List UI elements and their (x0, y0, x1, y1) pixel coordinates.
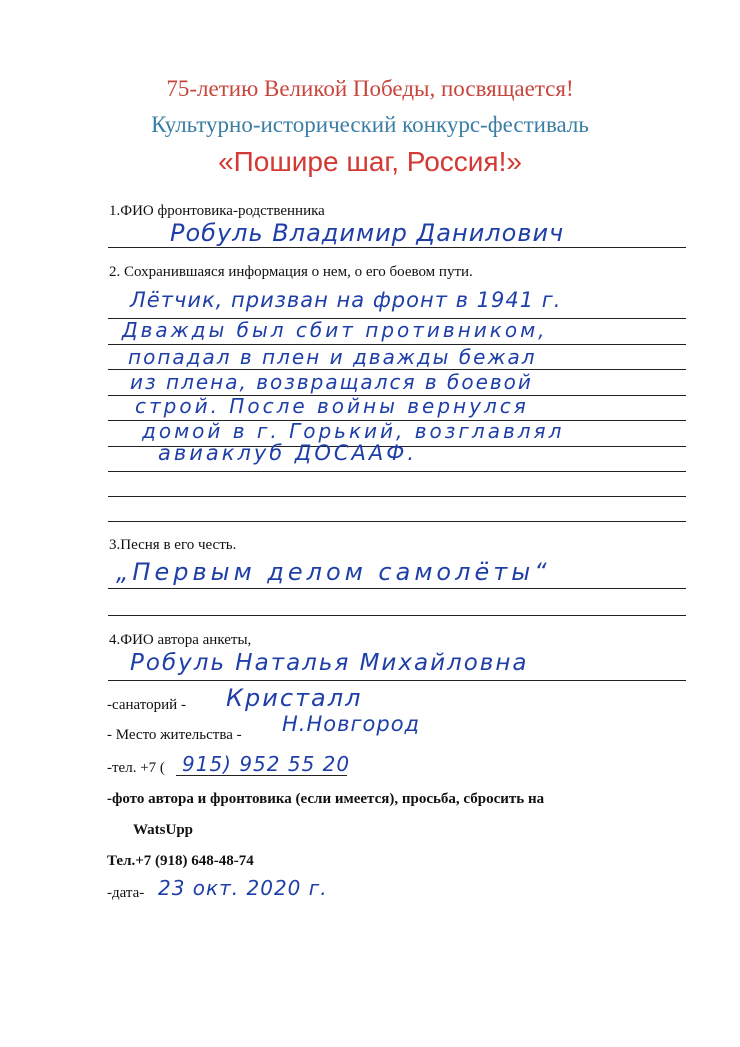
q1-answer: Робуль Владимир Данилович (170, 219, 565, 247)
contact-phone: Тел.+7 (918) 648-48-74 (107, 853, 254, 869)
sanatorium-label: -санаторий - (107, 697, 186, 713)
sanatorium-value: Кристалл (226, 684, 363, 712)
q2-line-8 (108, 496, 686, 497)
date-value: 23 окт. 2020 г. (158, 876, 328, 900)
q4-answer-line (108, 680, 686, 681)
q2-answer-line-6: домой в г. Горький, возглавлял (142, 419, 565, 443)
residence-label: - Место жительства - (107, 727, 242, 743)
header-line-2: Культурно-исторический конкурс-фестиваль (151, 112, 589, 137)
q3-label: 3.Песня в его честь. (109, 537, 237, 553)
phone-line (176, 775, 347, 776)
q3-line-1 (108, 588, 686, 589)
phone-value: 915) 952 55 20 (182, 752, 351, 776)
q2-label: 2. Сохранившаяся информация о нем, о его боевом пути. (109, 264, 473, 280)
q2-answer-line-3: попадал в плен и дважды бежал (128, 345, 537, 369)
q2-answer-line-4: из плена, возвращался в боевой (130, 370, 533, 394)
q4-label: 4.ФИО автора анкеты, (109, 632, 252, 648)
q2-answer-line-1: Лётчик, призван на фронт в 1941 г. (130, 288, 562, 312)
q2-answer-line-7: авиаклуб ДОСААФ. (158, 441, 418, 465)
q1-answer-line (108, 247, 686, 248)
q2-line-7 (108, 471, 686, 472)
q3-answer: „Первым делом самолёты“ (116, 558, 551, 586)
photo-note: -фото автора и фронтовика (если имеется), просьба, сбросить на (107, 791, 545, 807)
header-line-1: 75-летию Великой Победы, посвящается! (166, 76, 574, 101)
watsupp-label: WatsUpp (133, 822, 194, 838)
phone-label: -тел. +7 ( (107, 760, 165, 776)
q4-answer: Робуль Наталья Михайловна (130, 650, 529, 676)
q2-answer-line-5: строй. После войны вернулся (135, 394, 529, 418)
date-label: -дата- (107, 885, 145, 901)
header-line-3: «Пошире шаг, Россия!» (218, 146, 522, 177)
residence-value: Н.Новгород (282, 712, 421, 736)
q1-label: 1.ФИО фронтовика-родственника (109, 203, 325, 219)
q2-answer-line-2: Дважды был сбит противником, (122, 318, 548, 342)
q3-line-2 (108, 615, 686, 616)
q2-line-9 (108, 521, 686, 522)
